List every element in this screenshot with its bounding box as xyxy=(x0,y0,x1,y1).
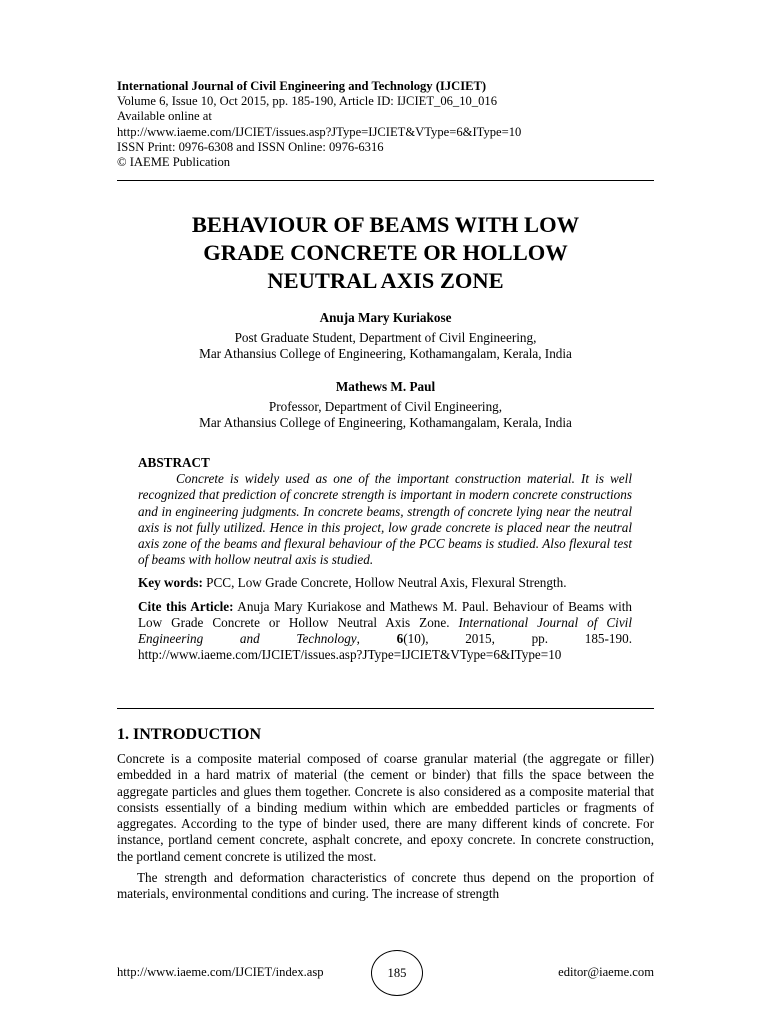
abstract-body: Concrete is widely used as one of the important construction material. It is well recognized that prediction of concrete strength is important in modern concrete constructions and in engineering judgments. In concrete beams, strength of concrete lying near the neutral axis is not fully utilized. Hence in this project, low grade concrete is placed near the neutral axis zone of the beams and flexural behaviour of the PCC beams is studied. Also flexural test of beams with hollow neutral axis is studied. xyxy=(138,471,632,568)
cite-volume: 6 xyxy=(396,631,404,647)
cite-separator: , xyxy=(356,631,360,647)
abstract-heading: ABSTRACT xyxy=(138,455,210,470)
page-number: 185 xyxy=(371,950,423,996)
cite-text: Anuja Mary Kuriakose and Mathews M. Paul. Behaviour of Beams with Low Grade Concrete or Hollow Neutral Axis Zone. xyxy=(138,598,632,630)
author-affiliation: Mar Athansius College of Engineering, Kothamangalam, Kerala, India xyxy=(199,346,572,361)
abstract-section xyxy=(138,455,632,663)
cite-label: Cite this Article: xyxy=(138,598,234,614)
intro-paragraph-2: The strength and deformation characteristics of concrete thus depend on the proportion of materials, environmental conditions and curing. The increase of strength xyxy=(117,870,654,902)
cite-url-link[interactable]: http://www.iaeme.com/IJCIET/issues.asp?JType=IJCIET&VType=6&IType=10 xyxy=(138,647,562,663)
keywords-text: PCC, Low Grade Concrete, Hollow Neutral Axis, Flexural Strength. xyxy=(206,575,567,591)
journal-issue-url: http://www.iaeme.com/IJCIET/issues.asp?JType=IJCIET&VType=6&IType=10 xyxy=(117,124,522,139)
header-divider xyxy=(117,180,654,181)
intro-paragraph-1: Concrete is a composite material composed of coarse granular material (the aggregate or filler) embedded in a hard matrix of material (the cement or binder) that fills the space between the aggregate particles and glues them together. Concrete is also considered as a composite material that consists essentially of a binding medium within which are embedded particles or fragments of aggregates. According to the type of binder used, there are many different kinds of concrete. For instance, portland cement concrete, asphalt concrete, and epoxy concrete. In concrete construction, the portland cement concrete is utilized the most. xyxy=(117,751,654,864)
publisher: © IAEME Publication xyxy=(117,155,231,170)
keywords-label: Key words: xyxy=(138,575,203,591)
available-online-label: Available online at xyxy=(117,109,212,124)
section-heading: 1. INTRODUCTION xyxy=(117,726,262,743)
citation xyxy=(138,599,632,664)
title-line-1: BEHAVIOUR OF BEAMS WITH LOW xyxy=(191,212,580,237)
author-name: Anuja Mary Kuriakose xyxy=(319,310,452,325)
cite-issue-pages: (10), 2015, pp. 185-190. xyxy=(403,631,632,647)
footer-url-link[interactable]: http://www.iaeme.com/IJCIET/index.asp xyxy=(117,965,324,979)
cite-journal: International Journal of Civil Engineering and Technology xyxy=(138,614,632,647)
author-affiliation: Professor, Department of Civil Engineering, xyxy=(268,398,503,414)
author-block-2 xyxy=(117,379,654,432)
introduction-section xyxy=(117,725,654,903)
author-affiliation: Post Graduate Student, Department of Civil Engineering, xyxy=(234,329,537,345)
paper-title xyxy=(117,211,654,295)
keywords xyxy=(138,575,632,591)
citation-divider xyxy=(117,708,654,709)
author-name: Mathews M. Paul xyxy=(335,379,436,394)
journal-volume: Volume 6, Issue 10, Oct 2015, pp. 185-190, Article ID: IJCIET_06_10_016 xyxy=(117,94,497,109)
footer-email-link[interactable]: editor@iaeme.com xyxy=(558,965,654,979)
title-line-2: GRADE CONCRETE OR HOLLOW xyxy=(203,240,568,265)
title-line-3: NEUTRAL AXIS ZONE xyxy=(267,268,504,293)
page-footer xyxy=(117,950,654,998)
journal-header xyxy=(117,79,654,170)
issn-info: ISSN Print: 0976-6308 and ISSN Online: 0976-6316 xyxy=(117,139,384,154)
author-block-1 xyxy=(117,310,654,363)
author-affiliation: Mar Athansius College of Engineering, Kothamangalam, Kerala, India xyxy=(199,415,572,430)
journal-name: International Journal of Civil Engineering and Technology (IJCIET) xyxy=(117,79,487,93)
